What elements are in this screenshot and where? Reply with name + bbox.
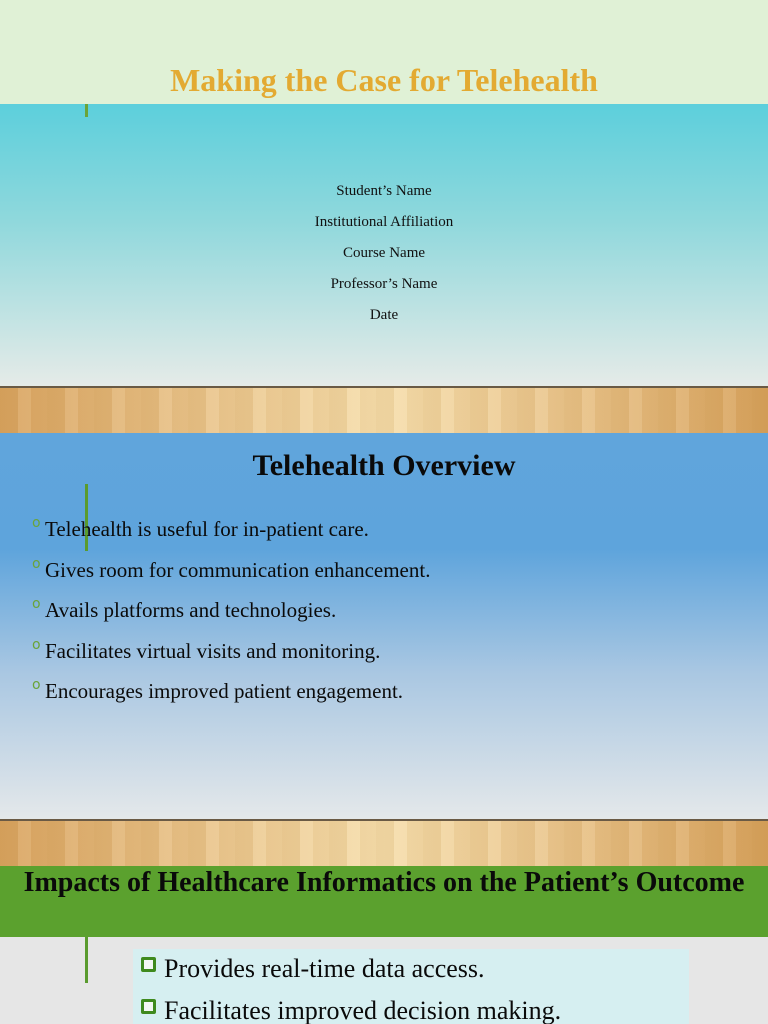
- date: Date: [369, 307, 399, 323]
- slide-title: Telehealth Overview: [252, 449, 516, 482]
- course-name: Course Name: [342, 245, 426, 261]
- circle-bullet-icon: o: [32, 677, 41, 693]
- wood-divider: [0, 819, 768, 867]
- overview-slide: [0, 433, 768, 819]
- slide-title: Making the Case for Telehealth: [170, 62, 598, 98]
- list-item: o Encourages improved patient engagement.: [32, 677, 404, 703]
- list-item: o Telehealth is useful for in-patient care.: [32, 515, 369, 541]
- institutional-affiliation: Institutional Affiliation: [314, 214, 454, 230]
- bullet-list: [141, 954, 561, 1024]
- list-item: o Avails platforms and technologies.: [32, 596, 337, 622]
- accent-bar: [85, 104, 88, 117]
- checkbox-bullet-icon: [141, 957, 156, 972]
- wood-divider: [0, 386, 768, 434]
- title-slide: [0, 0, 768, 387]
- student-name: Student’s Name: [336, 183, 432, 199]
- list-item: o Gives room for communication enhancement.: [32, 555, 431, 582]
- list-item: o Facilitates virtual visits and monitoring.: [32, 636, 381, 663]
- accent-bar: [85, 937, 88, 983]
- list-item: Facilitates improved decision making.: [141, 996, 561, 1024]
- circle-bullet-icon: o: [32, 555, 41, 572]
- checkbox-bullet-icon: [141, 999, 156, 1014]
- professor-name: Professor’s Name: [330, 276, 438, 292]
- impacts-slide: [0, 866, 768, 1024]
- list-item: Provides real-time data access.: [141, 954, 561, 996]
- circle-bullet-icon: o: [32, 515, 41, 531]
- circle-bullet-icon: o: [32, 636, 41, 653]
- circle-bullet-icon: o: [32, 596, 41, 612]
- bullet-list: [32, 517, 430, 720]
- slide-title: Impacts of Healthcare Informatics on the Patient’s Outcome: [0, 866, 768, 937]
- title-info: [0, 178, 768, 333]
